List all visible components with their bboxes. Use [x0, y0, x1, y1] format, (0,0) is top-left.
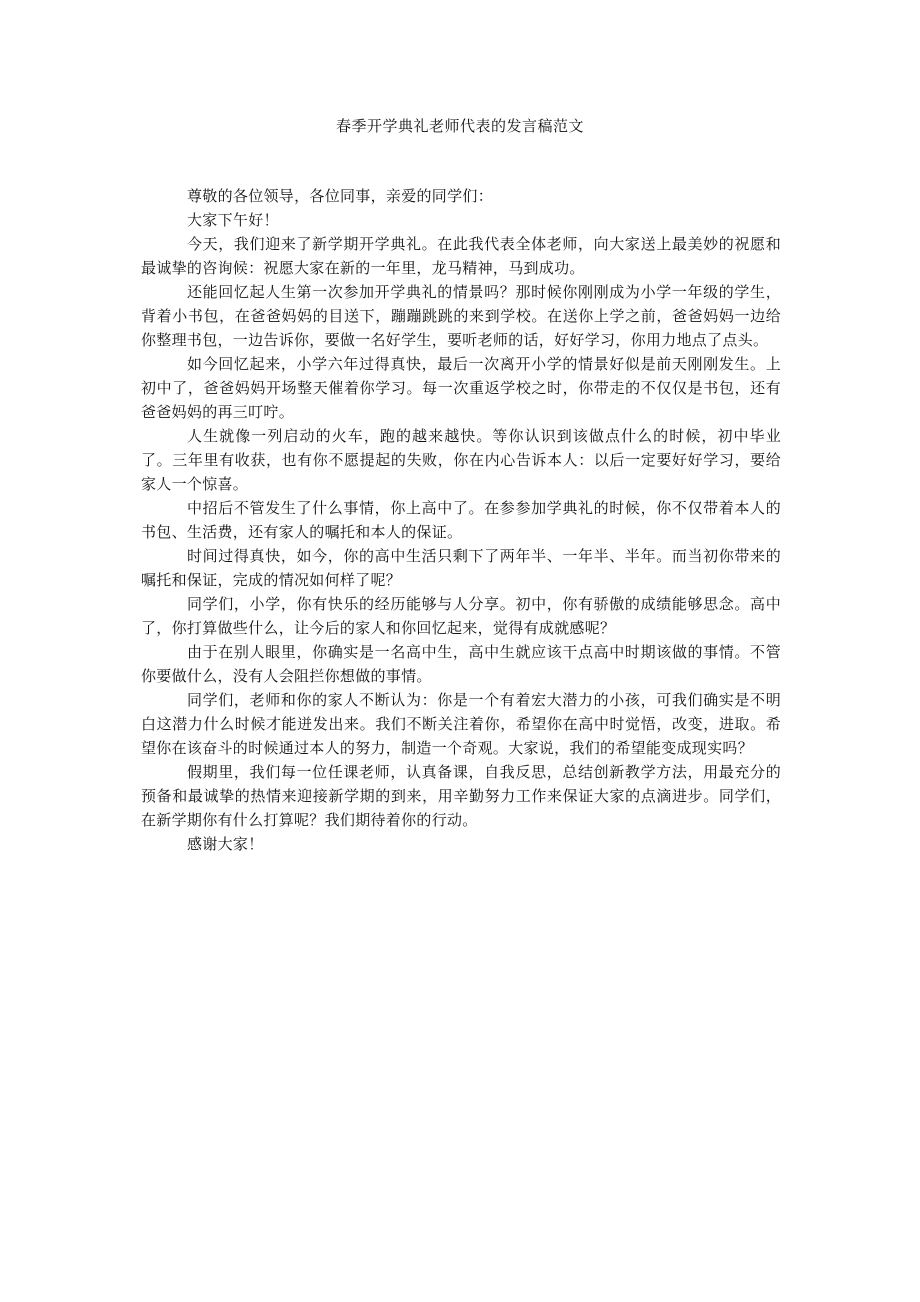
paragraph: 由于在别人眼里，你确实是一名高中生，高中生就应该干点高中时期该做的事情。不管你要做什么，没有人会阻拦你想做的事情。 — [141, 643, 781, 685]
paragraph: 人生就像一列启动的火车，跑的越来越快。等你认识到该做点什么的时候，初中毕业了。三年里有收获，也有你不愿提起的失败，你在内心告诉本人：以后一定要好好学习，要给家人一个惊喜。 — [141, 427, 781, 493]
paragraph-closing: 感谢大家！ — [187, 835, 264, 853]
paragraph-salutation: 尊敬的各位领导，各位同事，亲爱的同学们： — [187, 187, 494, 205]
paragraph: 同学们，小学，你有快乐的经历能够与人分享。初中，你有骄傲的成绩能够思念。高中了，你打算做些什么，让今后的家人和你回忆起来，觉得有成就感呢？ — [141, 595, 781, 637]
document-title: 春季开学典礼老师代表的发言稿范文 — [335, 117, 584, 135]
paragraph: 假期里，我们每一位任课老师，认真备课，自我反思，总结创新教学方法，用最充分的预备和最诚挚的热情来迎接新学期的到来，用辛勤努力工作来保证大家的点滴进步。同学们，在新学期你有什么打算呢？我们期待着你的行动。 — [141, 763, 781, 829]
paragraph: 中招后不管发生了什么事情，你上高中了。在参参加学典礼的时候，你不仅带着本人的书包、生活费，还有家人的嘱托和本人的保证。 — [141, 499, 781, 541]
document-body — [141, 184, 781, 856]
paragraph: 还能回忆起人生第一次参加开学典礼的情景吗？那时候你刚刚成为小学一年级的学生，背着小书包，在爸爸妈妈的目送下，蹦蹦跳跳的来到学校。在送你上学之前，爸爸妈妈一边给你整理书包，一边告诉你，要做一名好学生，要听老师的话，好好学习，你用力地点了点头。 — [141, 283, 781, 349]
paragraph-greeting: 大家下午好！ — [187, 211, 279, 229]
paragraph: 如今回忆起来，小学六年过得真快，最后一次离开小学的情景好似是前天刚刚发生。上初中了，爸爸妈妈开场整天催着你学习。每一次重返学校之时，你带走的不仅仅是书包，还有爸爸妈妈的再三叮咛。 — [141, 355, 781, 421]
paragraph: 今天，我们迎来了新学期开学典礼。在此我代表全体老师，向大家送上最美妙的祝愿和最诚挚的咨询候：祝愿大家在新的一年里，龙马精神，马到成功。 — [141, 235, 781, 277]
paragraph: 同学们，老师和你的家人不断认为：你是一个有着宏大潜力的小孩，可我们确实是不明白这潜力什么时候才能迸发出来。我们不断关注着你，希望你在高中时觉悟，改变，进取。希望你在该奋斗的时候通过本人的努力，制造一个奇观。大家说，我们的希望能变成现实吗？ — [141, 691, 781, 757]
paragraph: 时间过得真快，如今，你的高中生活只剩下了两年半、一年半、半年。而当初你带来的嘱托和保证，完成的情况如何样了呢？ — [141, 547, 781, 589]
